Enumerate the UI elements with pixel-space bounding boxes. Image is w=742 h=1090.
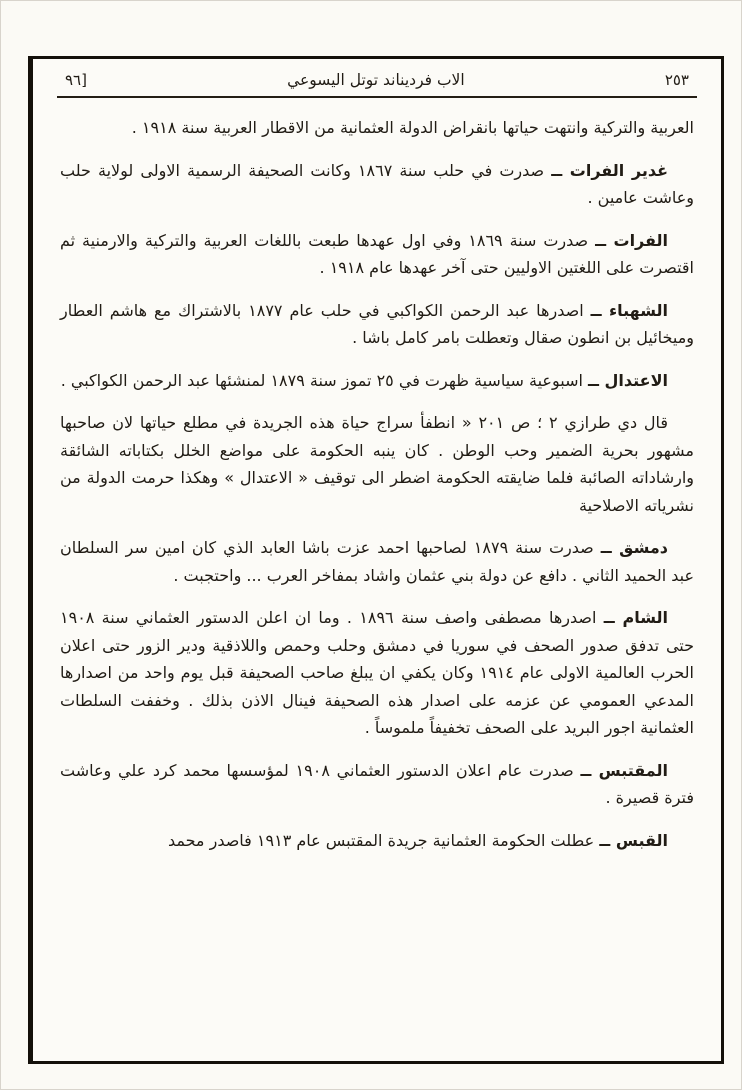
paragraph-alsham [60,604,694,742]
page-frame [28,56,724,1064]
paragraph-dimashq [60,534,694,589]
paragraph-text: اصدرها عبد الرحمن الكواكبي في حلب عام ١٨٧٧ بالاشتراك مع هاشم العطار وميخائيل بن انطون صقال وتعطلت بامر كامل باشا . [60,300,694,348]
paragraph-lead: الشام ــ [603,608,668,628]
paragraph-lead: القبس ــ [599,830,668,850]
paragraph-alshahba [60,297,694,352]
paragraph-text: العربية والتركية وانتهت حياتها بانقراض الدولة العثمانية من الاقطار العربية سنة ١٩١٨ . [131,118,694,137]
paragraph-ghadir-alfurat [60,157,694,212]
header-title: الاب فرديناند توتل اليسوعي [287,71,465,89]
paragraph-text: عطلت الحكومة العثمانية جريدة المقتبس عام ١٩١٣ فاصدر محمد [167,830,595,850]
paragraph-text: صدرت عام اعلان الدستور العثماني ١٩٠٨ لمؤسسها محمد كرد علي وعاشت فترة قصيرة . [60,760,694,808]
paragraph-lead: الشهباء ــ [590,300,669,320]
header-left-page-ref: ٩٦] [65,71,87,89]
paragraph-lead: الفرات ــ [595,230,669,250]
paragraph-alfurat [60,227,694,282]
paragraph-text: اسبوعية سياسية ظهرت في ٢٥ تموز سنة ١٨٧٩ لمنشئها عبد الرحمن الكواكبي . [60,370,583,390]
paragraph-text: صدرت سنة ١٨٦٩ وفي اول عهدها طبعت باللغات العربية والتركية والارمنية ثم اقتصرت على اللغتين الاوليين حتى آخر عهدها عام ١٩١٨ . [60,230,694,278]
paragraph-alitidal [60,367,694,395]
paragraph-almuqtabas [60,757,694,812]
paragraph-intro-continuation [60,114,694,142]
text-block [33,98,721,854]
paragraph-tarazi-quote [60,409,694,519]
paragraph-text: صدرت سنة ١٨٧٩ لصاحبها احمد عزت باشا العابد الذي كان امين سر السلطان عبد الحميد الثاني . دافع عن دولة بني عثمان واشاد بمفاخر العرب ... واحتجبت . [60,538,694,585]
paragraph-lead: دمشق ــ [600,538,668,558]
paragraph-text: صدرت في حلب سنة ١٨٦٧ وكانت الصحيفة الرسمية الاولى لولاية حلب وعاشت عامين . [60,160,694,208]
paragraph-text: اصدرها مصطفى واصف سنة ١٨٩٦ . وما ان اعلن الدستور العثماني سنة ١٩٠٨ حتى تدفق صدور الصحف في سوريا في دمشق وحلب وحمص واللاذقية ودير الزور حتى اعلان الحرب العالمية الاولى عام ١٩١٤ وكان يكفي ان يبلغ صاحب الصحيفة قبل يوم واحد من اصدارها المدعي العمومي عن عزمه على اصدار هذه الصحيفة فينال الاذن بذلك . وخففت السلطات العثمانية اجور البريد على الصحف تخفيفاً ملموساً . [60,608,694,738]
paragraph-alqabas [60,827,694,855]
running-header [33,59,721,96]
paragraph-lead: المقتبس ــ [580,760,669,780]
paragraph-text: قال دي طرازي ٢ ؛ ص ٢٠١ « انطفأ سراج حياة هذه الجريدة في مطلع حياتها لان صاحبها مشهور بحرية الضمير وحب الوطن . كان ينبه الحكومة على مواضع الخلل بكتاباته الشائقة وارشاداته الصائبة فلما ضايقته الحكومة اضطر الى توقيف « الاعتدال » وهكذا حرمت الدولة من نشرياته الاصلاحية [60,413,694,515]
paragraph-lead: غدير الفرات ــ [551,160,669,180]
header-right-page-number: ٢٥٣ [664,71,689,89]
paragraph-lead: الاعتدال ــ [588,370,668,390]
